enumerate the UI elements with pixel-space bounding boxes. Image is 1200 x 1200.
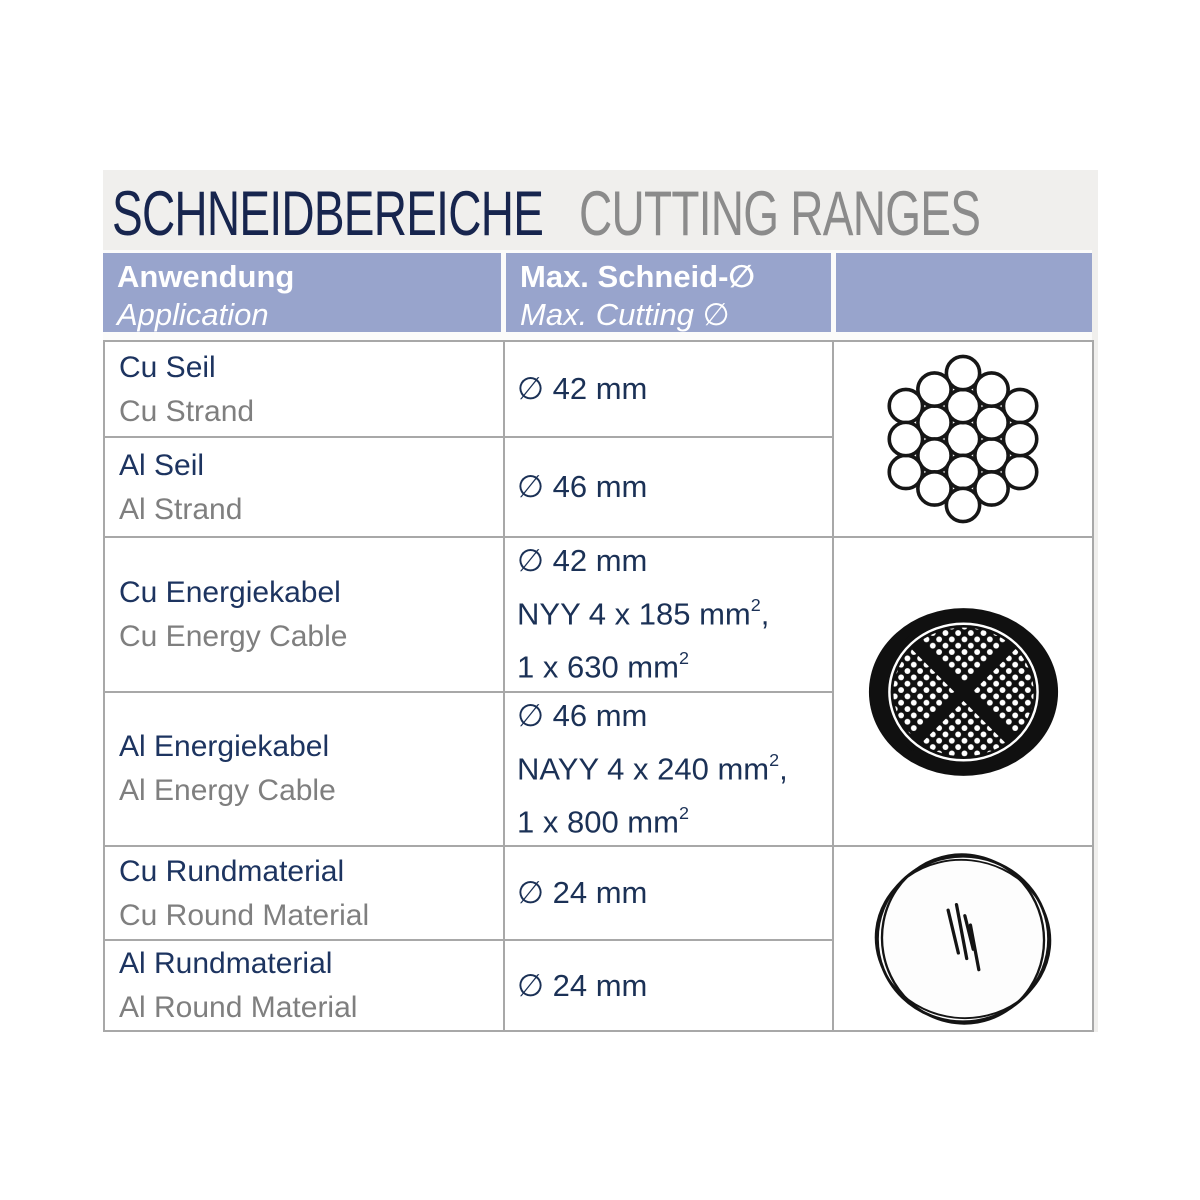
- table-row: [104, 341, 1093, 437]
- label-al-energiekabel: Al Energiekabel: [119, 730, 330, 764]
- cell-cu-round-name: [104, 846, 504, 940]
- label-al-energy-cable: Al Energy Cable: [119, 774, 336, 808]
- cell-cu-strand-value: [504, 341, 833, 437]
- cell-cu-round-value: [504, 846, 833, 940]
- header-gap: [103, 332, 1092, 340]
- cell-cu-strand-name: [104, 341, 504, 437]
- value-al-strand: ∅ 46 mm: [517, 469, 648, 504]
- cell-al-round-value: [504, 940, 833, 1031]
- value-cu-round: ∅ 24 mm: [517, 875, 648, 911]
- superscript: 2: [769, 749, 780, 770]
- page-title-german: SCHNEIDBEREICHE: [112, 179, 544, 249]
- energy-cable-cross-section-image: [866, 588, 1061, 796]
- cell-cable-image: [833, 537, 1093, 846]
- label-al-strand: Al Strand: [119, 492, 243, 526]
- value-cu-strand: ∅ 42 mm: [517, 371, 648, 406]
- cell-cu-cable-name: [104, 537, 504, 692]
- cell-strand-image: [833, 341, 1093, 537]
- cell-al-cable-value: [504, 692, 833, 847]
- label-al-seil: Al Seil: [119, 448, 205, 482]
- cell-cu-cable-value: [504, 537, 833, 692]
- label-cu-rundmaterial: Cu Rundmaterial: [119, 854, 345, 888]
- header-cutting-german: Max. Schneid-∅: [520, 259, 755, 294]
- superscript: 2: [750, 595, 761, 615]
- cell-round-material-image: [833, 846, 1093, 1031]
- superscript: 2: [678, 648, 689, 669]
- cutting-ranges-panel: [103, 170, 1098, 1032]
- label-cu-energiekabel: Cu Energiekabel: [119, 575, 341, 609]
- header-cell-max-cutting: [506, 253, 831, 332]
- cell-al-round-name: [104, 940, 504, 1031]
- label-cu-strand: Cu Strand: [119, 394, 255, 428]
- table-row: [104, 537, 1093, 692]
- label-cu-round-material: Cu Round Material: [119, 898, 370, 932]
- cell-al-strand-value: [504, 437, 833, 537]
- value-al-cable-line1: ∅ 46 mm: [517, 697, 648, 733]
- label-cu-seil: Cu Seil: [119, 350, 216, 384]
- value-cu-cable-line2: NYY 4 x 185 $mm^2$,: [517, 595, 770, 632]
- header-cell-illustration: [836, 253, 1092, 332]
- superscript: 2: [678, 802, 689, 823]
- table-header-row: [103, 250, 1092, 332]
- header-cutting-english: Max. Cutting ∅: [520, 297, 730, 332]
- cell-al-strand-name: [104, 437, 504, 537]
- label-cu-energy-cable: Cu Energy Cable: [119, 619, 348, 653]
- value-al-cable-line2: NAYY 4 x 240 $mm^2$,: [517, 749, 788, 786]
- cutting-ranges-table: [103, 340, 1094, 1032]
- page-title-english: CUTTING RANGES: [579, 179, 981, 249]
- header-application-english: Application: [117, 297, 269, 332]
- cell-al-cable-name: [104, 692, 504, 847]
- table-row: [104, 846, 1093, 940]
- page-title: [103, 170, 1098, 250]
- value-al-round: ∅ 24 mm: [517, 967, 648, 1003]
- round-material-cross-section-image: [870, 849, 1056, 1029]
- header-cell-application: [103, 253, 501, 332]
- value-cu-cable-line3: 1 x 630 $mm^2$: [517, 648, 689, 685]
- label-al-rundmaterial: Al Rundmaterial: [119, 947, 333, 981]
- label-al-round-material: Al Round Material: [119, 991, 358, 1025]
- header-application-german: Anwendung: [117, 259, 295, 294]
- strand-cross-section-image: [877, 348, 1049, 530]
- value-cu-cable-line1: ∅ 42 mm: [517, 543, 648, 578]
- value-al-cable-line3: 1 x 800 $mm^2$: [517, 802, 689, 840]
